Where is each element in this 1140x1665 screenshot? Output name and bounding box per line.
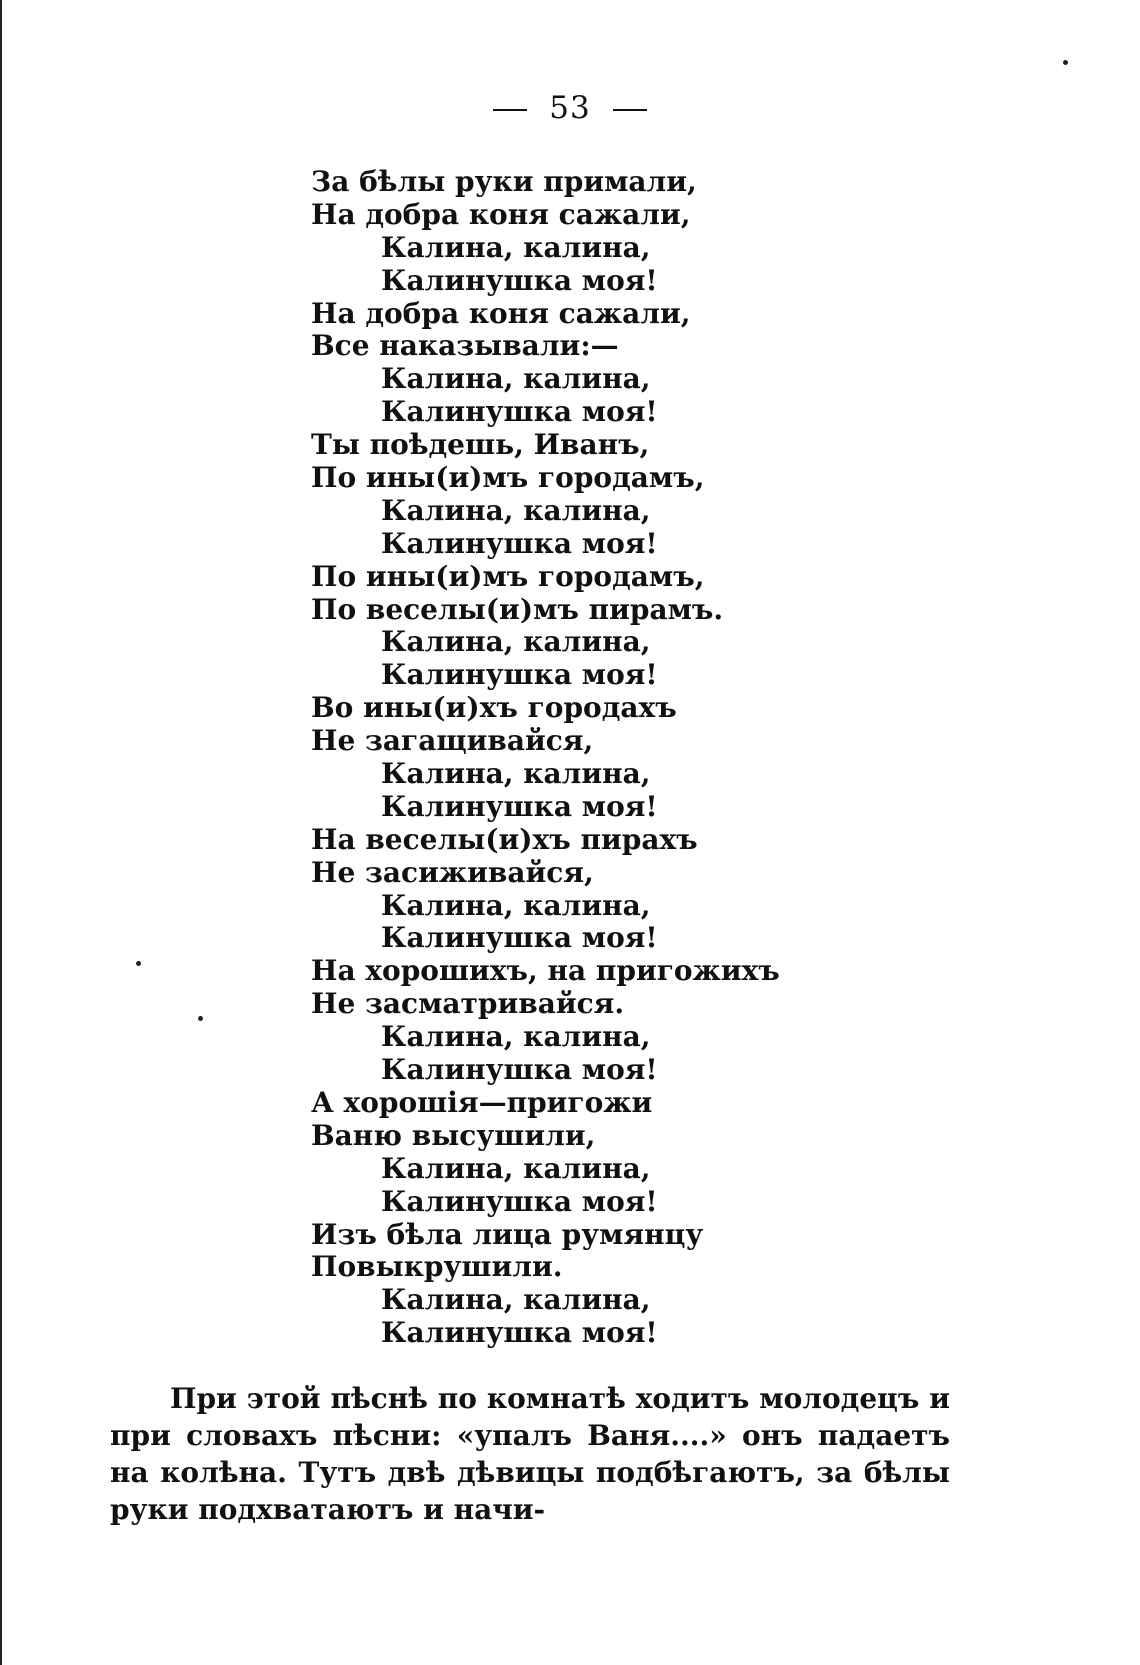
- verse-line: На добра коня сажали,: [311, 296, 691, 330]
- verse-line: Изъ бѣла лица румянцу: [311, 1217, 704, 1251]
- page-number-value: 53: [549, 90, 591, 126]
- verse-line: На хорошихъ, на пригожихъ: [311, 954, 780, 988]
- verse-refrain-line: Калина, калина,: [381, 757, 651, 791]
- page-number: [0, 90, 1140, 126]
- verse-refrain-line: Калина, калина,: [381, 362, 651, 396]
- verse-line: Ты поѣдешь, Иванъ,: [311, 428, 650, 462]
- verse-refrain-line: Калинушка моя!: [381, 1184, 658, 1218]
- verse-line: Не засматривайся.: [311, 987, 625, 1021]
- print-speck: [1063, 60, 1068, 65]
- verse-line: По ины(и)мъ городамъ,: [311, 461, 705, 495]
- verse-refrain-line: Калина, калина,: [381, 1283, 651, 1317]
- verse-refrain-line: Калинушка моя!: [381, 526, 658, 560]
- verse-refrain-line: Калина, калина,: [381, 1151, 651, 1185]
- page-edge: [0, 0, 8, 1665]
- verse-block: [311, 166, 1011, 1350]
- verse-refrain-line: Калинушка моя!: [381, 789, 658, 823]
- verse-refrain-line: Калинушка моя!: [381, 921, 658, 955]
- verse-line: За бѣлы руки примали,: [311, 165, 697, 198]
- verse-refrain-line: Калина, калина,: [381, 230, 651, 264]
- verse-line: По веселы(и)мъ пирамъ.: [311, 592, 724, 626]
- verse-refrain-line: Калинушка моя!: [381, 1316, 658, 1350]
- prose-paragraph: При этой пѣснѣ по комнатѣ ходитъ молодецъ и при словахъ пѣсни: «упалъ Ваня....» онъ падаетъ на колѣна. Тутъ двѣ дѣвицы подбѣгаютъ, за бѣлы руки подхватаютъ и начи-: [110, 1382, 950, 1526]
- page-number-dash-left: [493, 109, 527, 111]
- verse-line: Повыкрушили.: [311, 1250, 563, 1284]
- verse-line: По ины(и)мъ городамъ,: [311, 559, 705, 593]
- verse-line: Ваню высушили,: [311, 1118, 596, 1152]
- verse-refrain-line: Калинушка моя!: [381, 1053, 658, 1087]
- verse-refrain-line: Калина, калина,: [381, 493, 651, 527]
- verse-line: Не засиживайся,: [311, 855, 594, 889]
- verse-line: А хорошія—пригожи: [311, 1085, 653, 1119]
- verse-line: Не загащивайся,: [311, 724, 594, 758]
- verse-refrain-line: Калинушка моя!: [381, 263, 658, 297]
- verse-refrain-line: Калинушка моя!: [381, 658, 658, 692]
- print-speck: [136, 961, 141, 966]
- verse-refrain-line: Калина, калина,: [381, 1020, 651, 1054]
- verse-line: На добра коня сажали,: [311, 197, 691, 231]
- verse-line: Во ины(и)хъ городахъ: [311, 691, 677, 725]
- verse-line: На веселы(и)хъ пирахъ: [311, 822, 698, 856]
- verse-line: Все наказывали:—: [311, 329, 619, 363]
- verse-refrain-line: Калинушка моя!: [381, 395, 658, 429]
- page-number-dash-right: [613, 109, 647, 111]
- verse-refrain-line: Калина, калина,: [381, 888, 651, 922]
- verse-refrain-line: Калина, калина,: [381, 625, 651, 659]
- print-speck: [198, 1016, 203, 1021]
